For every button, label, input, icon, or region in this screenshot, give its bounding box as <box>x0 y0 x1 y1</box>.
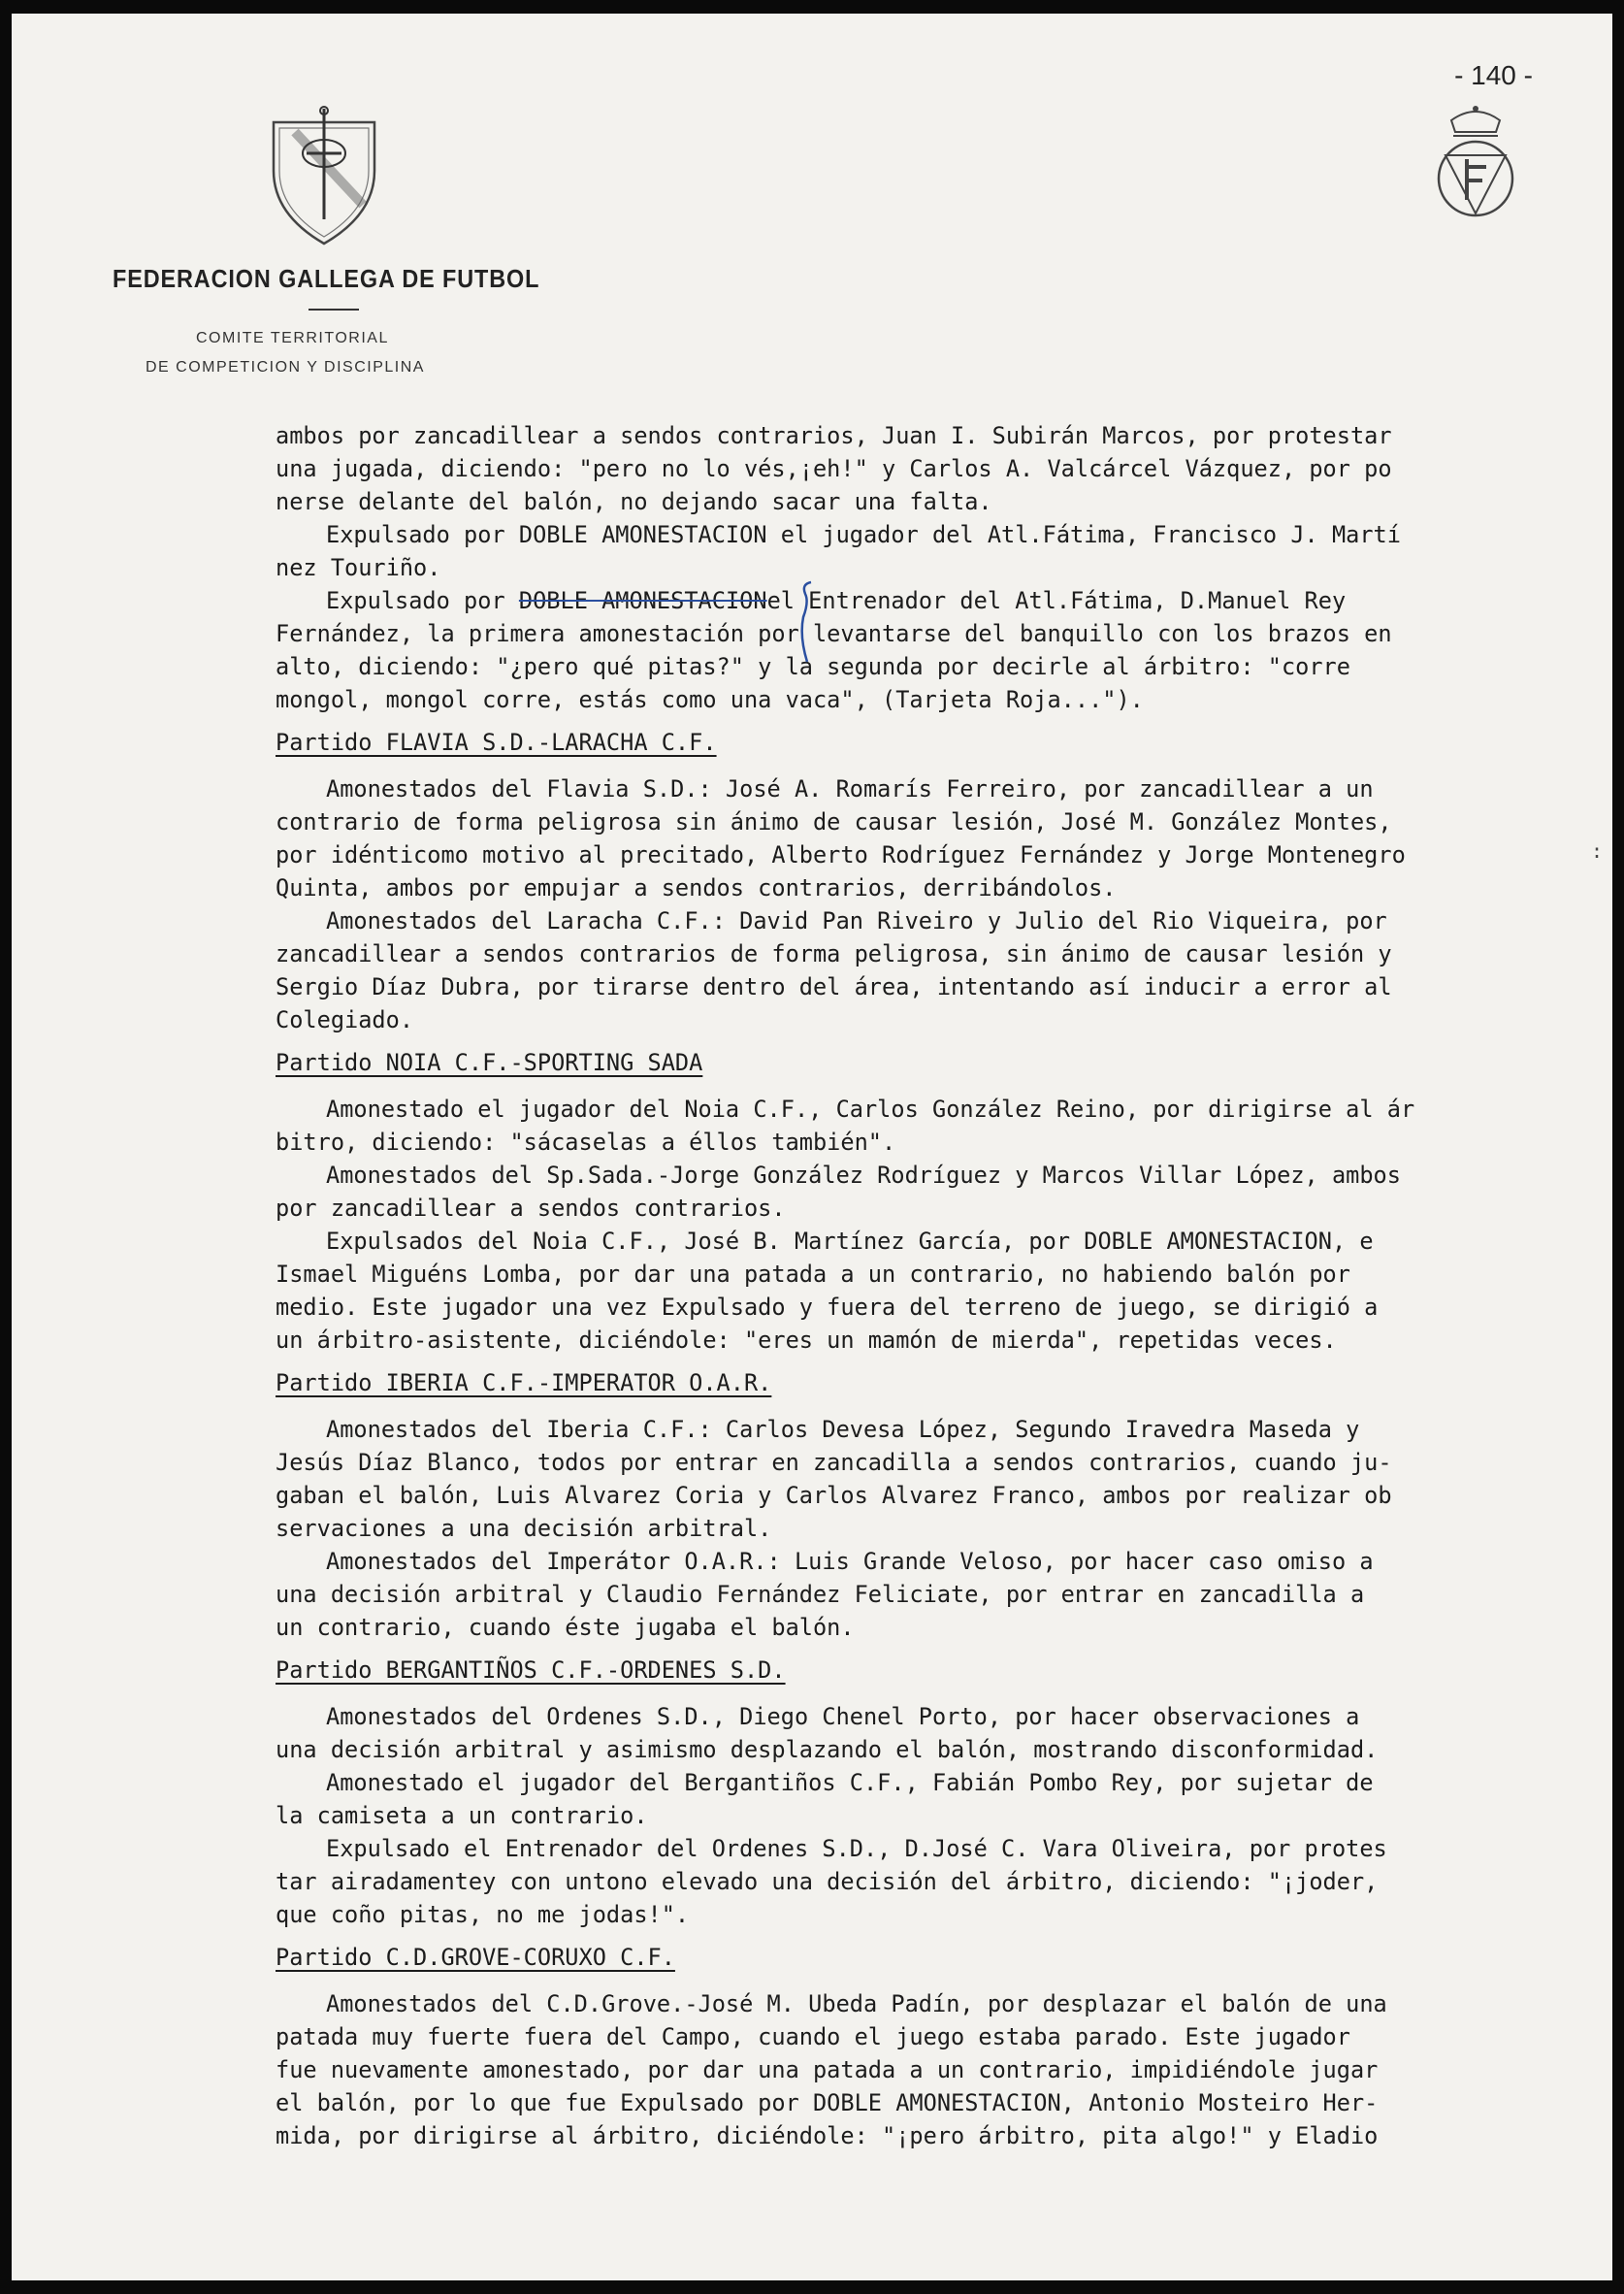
text-line: por idénticomo motivo al precitado, Alberto Rodríguez Fernández y Jorge Montenegro <box>276 841 1406 868</box>
text-line: Amonestados del Iberia C.F.: Carlos Devesa López, Segundo Iravedra Maseda y <box>326 1416 1360 1443</box>
text-line: bitro, diciendo: "sácaselas a éllos también". <box>276 1129 896 1156</box>
text-line: Amonestados del Sp.Sada.-Jorge González Rodríguez y Marcos Villar López, ambos <box>326 1162 1401 1189</box>
text-line: Colegiado. <box>276 1006 414 1033</box>
text-line: contrario de forma peligrosa sin ánimo de causar lesión, José M. González Montes, <box>276 808 1392 836</box>
text-line: zancadillear a sendos contrarios de forma peligrosa, sin ánimo de causar lesión y <box>276 940 1392 967</box>
text-line: tar airadamentey con untono elevado una decisión del árbitro, diciendo: "¡joder, <box>276 1868 1379 1895</box>
text-line: Amonestados del C.D.Grove.-José M. Ubeda Padín, por desplazar el balón de una <box>326 1990 1387 2017</box>
text-line: un contrario, cuando éste jugaba el balón. <box>276 1614 855 1641</box>
text-line: un árbitro-asistente, diciéndole: "eres un mamón de mierda", repetidas veces. <box>276 1327 1337 1354</box>
text-line: servaciones a una decisión arbitral. <box>276 1515 772 1542</box>
text-line: una decisión arbitral y Claudio Fernández Feliciate, por entrar en zancadilla a <box>276 1581 1365 1608</box>
text-line: la camiseta a un contrario. <box>276 1802 648 1829</box>
rfef-crest-icon <box>1432 99 1519 229</box>
text-line: Quinta, ambos por empujar a sendos contrarios, derribándolos. <box>276 874 1117 901</box>
text-line: Sergio Díaz Dubra, por tirarse dentro del área, intentando así inducir a error al <box>276 973 1392 1000</box>
match-heading: Partido IBERIA C.F.-IMPERATOR O.A.R. <box>276 1369 772 1396</box>
match-heading: Partido FLAVIA S.D.-LARACHA C.F. <box>276 729 717 756</box>
text-line: nerse delante del balón, no dejando sacar una falta. <box>276 488 992 515</box>
text-line: Expulsado por DOBLE AMONESTACION el jugador del Atl.Fátima, Francisco J. Martí <box>326 521 1401 548</box>
text-line: Amonestado el jugador del Noia C.F., Carlos González Reino, por dirigirse al ár <box>326 1096 1415 1123</box>
divider <box>309 309 359 311</box>
page-number: - 140 - <box>1454 60 1533 90</box>
text-line: Expulsado el Entrenador del Ordenes S.D., D.José C. Vara Oliveira, por protes <box>326 1835 1387 1862</box>
text-line: por zancadillear a sendos contrarios. <box>276 1195 786 1222</box>
text-line: que coño pitas, no me jodas!". <box>276 1901 690 1928</box>
text-line: una jugada, diciendo: "pero no lo vés,¡eh!" y Carlos A. Valcárcel Vázquez, por po <box>276 455 1392 482</box>
text-line: Fernández, la primera amonestación por levantarse del banquillo con los brazos en <box>276 620 1392 647</box>
text-span: Expulsado por <box>326 587 519 614</box>
text-line: Amonestados del Imperátor O.A.R.: Luis Grande Veloso, por hacer caso omiso a <box>326 1548 1374 1575</box>
struck-text: DOBLE AMONESTACION <box>518 587 767 614</box>
text-line: alto, diciendo: "¿pero qué pitas?" y la segunda por decirle al árbitro: "corre <box>276 653 1350 680</box>
committee-line-1: COMITE TERRITORIAL <box>196 330 389 346</box>
text-line: una decisión arbitral y asimismo desplazando el balón, mostrando disconformidad. <box>276 1736 1379 1763</box>
text-line: ambos por zancadillear a sendos contrarios, Juan I. Subirán Marcos, por protestar <box>276 422 1392 449</box>
text-line: gaban el balón, Luis Alvarez Coria y Carlos Alvarez Franco, ambos por realizar ob <box>276 1482 1392 1509</box>
text-line: Amonestado el jugador del Bergantiños C.F., Fabián Pombo Rey, por sujetar de <box>326 1769 1374 1796</box>
text-line: medio. Este jugador una vez Expulsado y fuera del terreno de juego, se dirigió a <box>276 1294 1379 1321</box>
text-line: Amonestados del Flavia S.D.: José A. Romarís Ferreiro, por zancadillear a un <box>326 775 1374 803</box>
text-span: el Entrenador del Atl.Fátima, D.Manuel Rey <box>766 587 1347 614</box>
text-line: el balón, por lo que fue Expulsado por DOBLE AMONESTACION, Antonio Mosteiro Her- <box>276 2089 1379 2116</box>
match-heading: Partido C.D.GROVE-CORUXO C.F. <box>276 1944 675 1971</box>
text-line: fue nuevamente amonestado, por dar una patada a un contrario, impidiéndole jugar <box>276 2056 1379 2083</box>
text-line: Ismael Miguéns Lomba, por dar una patada a un contrario, no habiendo balón por <box>276 1261 1350 1288</box>
margin-mark: : <box>1590 839 1603 863</box>
text-line: patada muy fuerte fuera del Campo, cuando el juego estaba parado. Este jugador <box>276 2023 1350 2050</box>
committee-line-2: DE COMPETICION Y DISCIPLINA <box>146 359 425 376</box>
text-line <box>276 584 1607 617</box>
text-line: Jesús Díaz Blanco, todos por entrar en zancadilla a sendos contrarios, cuando ju- <box>276 1449 1392 1476</box>
pen-bracket-icon <box>797 578 830 666</box>
text-line: Amonestados del Laracha C.F.: David Pan Riveiro y Julio del Rio Viqueira, por <box>326 907 1387 934</box>
document-body <box>276 419 1607 2152</box>
text-line: nez Touriño. <box>276 554 441 581</box>
federation-name: FEDERACION GALLEGA DE FUTBOL <box>113 264 540 293</box>
text-line: mongol, mongol corre, estás como una vaca", (Tarjeta Roja..."). <box>276 686 1144 713</box>
text-line: mida, por dirigirse al árbitro, diciéndole: "¡pero árbitro, pita algo!" y Eladio <box>276 2122 1379 2149</box>
match-heading: Partido NOIA C.F.-SPORTING SADA <box>276 1049 703 1076</box>
text-line: Amonestados del Ordenes S.D., Diego Chenel Porto, por hacer observaciones a <box>326 1703 1360 1730</box>
text-line: Expulsados del Noia C.F., José B. Martínez García, por DOBLE AMONESTACION, e <box>326 1228 1374 1255</box>
match-heading: Partido BERGANTIÑOS C.F.-ORDENES S.D. <box>276 1656 786 1684</box>
document-page <box>12 14 1612 2280</box>
federation-crest-icon <box>266 103 382 252</box>
